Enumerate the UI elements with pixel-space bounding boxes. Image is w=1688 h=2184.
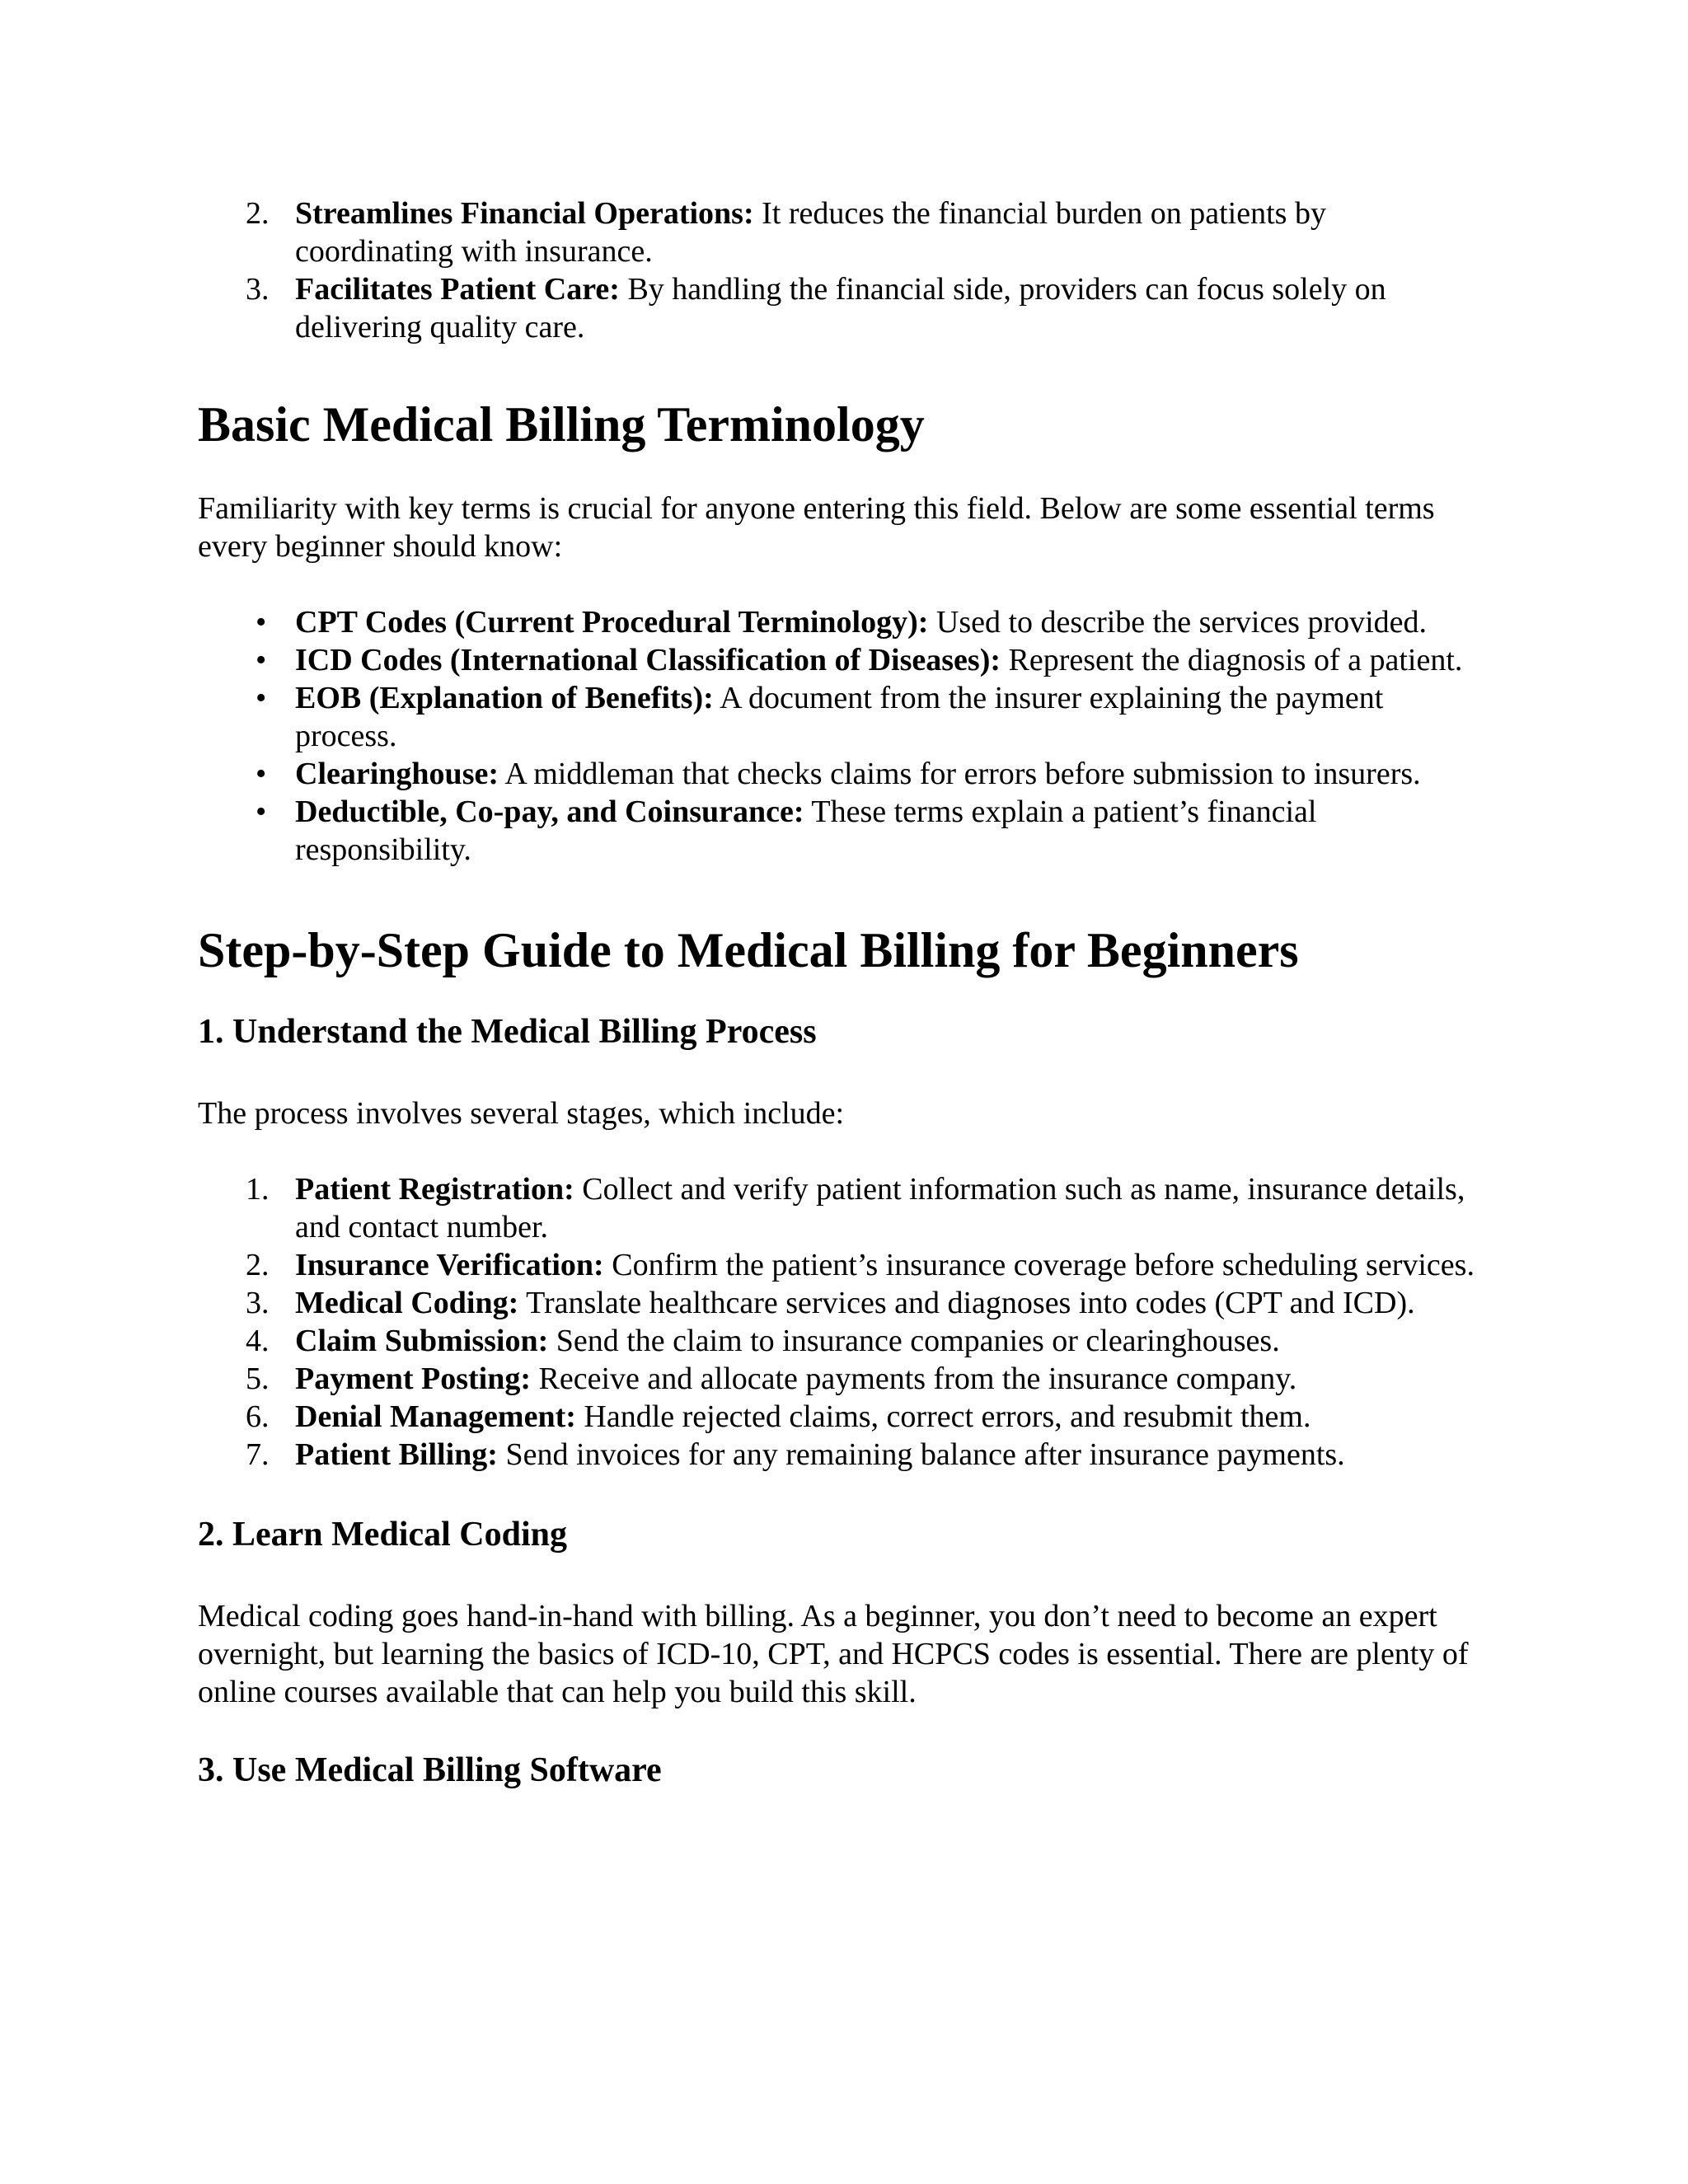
list-item-text: Receive and allocate payments from the insurance company. <box>531 1361 1297 1396</box>
list-item-term: Medical Coding: <box>295 1286 519 1320</box>
list-item-text: Collect and verify patient information such as name, insurance details, and contact number. <box>295 1172 1465 1244</box>
list-number: 3. <box>246 272 270 307</box>
list-number: 3. <box>246 1286 270 1320</box>
list-number: 1. <box>246 1172 270 1207</box>
list-item <box>198 755 1484 793</box>
list-item-term: Claim Submission: <box>295 1324 549 1358</box>
section-3-heading: 3. Use Medical Billing Software <box>198 1751 662 1789</box>
section-2-body: Medical coding goes hand-in-hand with billing. As a beginner, you don’t need to become an expert overnight, but learning the basics of ICD-10, CPT, and HCPCS codes is essential. There are plenty of online courses available that can help you build this skill. <box>198 1599 1469 1709</box>
list-item <box>198 1398 1484 1436</box>
list-item <box>198 793 1484 869</box>
list-item <box>198 679 1484 755</box>
list-item-text: Confirm the patient’s insurance coverage before scheduling services. <box>603 1248 1475 1282</box>
list-item <box>198 641 1484 679</box>
list-item-text: Translate healthcare services and diagnoses into codes (CPT and ICD). <box>518 1286 1415 1320</box>
list-item-term: CPT Codes (Current Procedural Terminology): <box>295 605 929 640</box>
list-item-term: Payment Posting: <box>295 1361 532 1396</box>
list-item-text: It reduces the financial burden on patients by coordinating with insurance. <box>295 196 1326 269</box>
list-item-term: EOB (Explanation of Benefits): <box>295 681 714 715</box>
list-item-text: A document from the insurer explaining the payment process. <box>295 681 1384 753</box>
list-item <box>198 1284 1484 1322</box>
list-item-term: Insurance Verification: <box>295 1248 604 1282</box>
bullet-icon: • <box>256 757 267 791</box>
section-1-heading: 1. Understand the Medical Billing Process <box>198 1013 817 1051</box>
list-item-term: Streamlines Financial Operations: <box>295 196 754 231</box>
list-item <box>198 270 1484 346</box>
list-number: 2. <box>246 196 270 231</box>
list-item-term: Deductible, Co-pay, and Coinsurance: <box>295 794 804 829</box>
list-item-text: Send invoices for any remaining balance after insurance payments. <box>497 1437 1345 1472</box>
list-item-text: Represent the diagnosis of a patient. <box>1001 643 1463 677</box>
list-item-text: Handle rejected claims, correct errors, and resubmit them. <box>575 1399 1311 1434</box>
list-item-text: By handling the financial side, providers can focus solely on delivering quality care. <box>295 272 1386 344</box>
terminology-heading: Basic Medical Billing Terminology <box>198 397 925 452</box>
bullet-icon: • <box>256 681 267 715</box>
list-item <box>198 1322 1484 1360</box>
list-item-term: Facilitates Patient Care: <box>295 272 620 307</box>
list-item-text: These terms explain a patient’s financial responsibility. <box>295 794 1317 867</box>
list-item-text: Send the claim to insurance companies or clearinghouses. <box>548 1324 1280 1358</box>
list-item-term: Clearinghouse: <box>295 757 499 791</box>
bullet-icon: • <box>256 605 267 640</box>
section-2-heading: 2. Learn Medical Coding <box>198 1516 567 1554</box>
list-item-term: ICD Codes (International Classification of Diseases): <box>295 643 1001 677</box>
list-item-text: Used to describe the services provided. <box>928 605 1428 640</box>
guide-heading: Step-by-Step Guide to Medical Billing for Beginners <box>198 923 1299 977</box>
terminology-list <box>198 603 1484 869</box>
bullet-icon: • <box>256 643 267 677</box>
section-1-intro: The process involves several stages, which include: <box>198 1096 845 1131</box>
list-item-term: Denial Management: <box>295 1399 576 1434</box>
list-item-term: Patient Billing: <box>295 1437 498 1472</box>
billing-steps-list <box>198 1170 1484 1474</box>
terminology-intro: Familiarity with key terms is crucial for anyone entering this field. Below are some essential terms every beginner should know: <box>198 491 1435 564</box>
list-number: 2. <box>246 1248 270 1282</box>
list-item-term: Patient Registration: <box>295 1172 574 1207</box>
list-number: 7. <box>246 1437 270 1472</box>
list-number: 5. <box>246 1361 270 1396</box>
bullet-icon: • <box>256 794 267 829</box>
list-item <box>198 1436 1484 1474</box>
list-item <box>198 1246 1484 1284</box>
list-item <box>198 194 1484 270</box>
list-item-text: A middleman that checks claims for errors before submission to insurers. <box>499 757 1421 791</box>
benefits-list <box>198 194 1484 346</box>
list-item <box>198 603 1484 641</box>
list-number: 6. <box>246 1399 270 1434</box>
list-item <box>198 1360 1484 1398</box>
document-content <box>198 194 1484 1792</box>
list-number: 4. <box>246 1324 270 1358</box>
list-item <box>198 1170 1484 1246</box>
